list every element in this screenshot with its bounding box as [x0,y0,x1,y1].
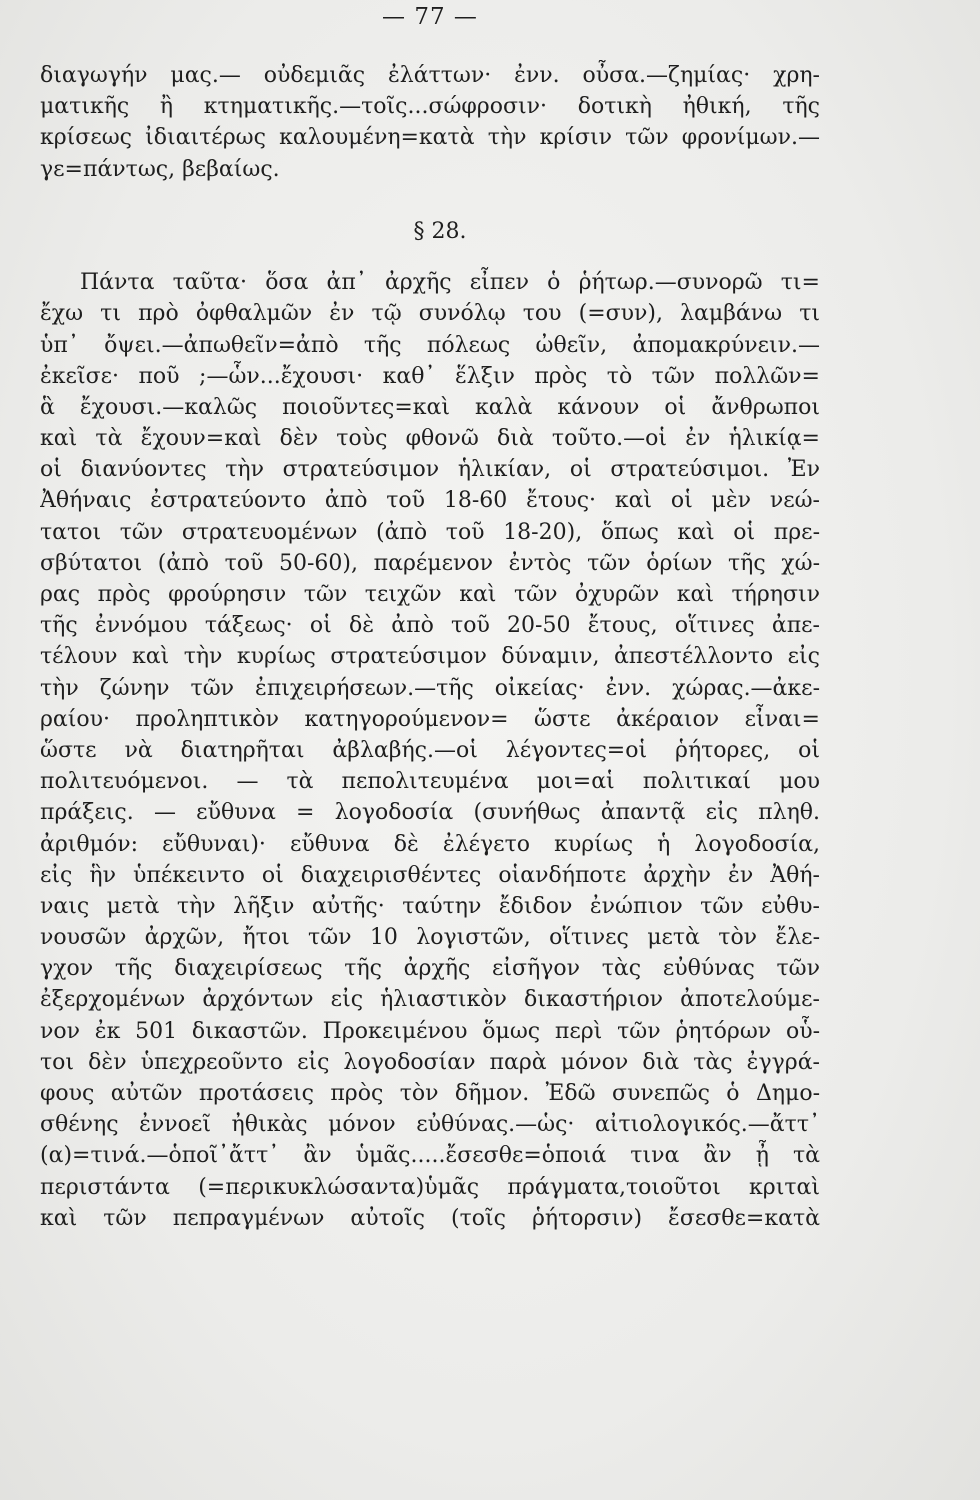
text-line: τῆς ἐννόμου τάξεως· οἱ δὲ ἀπὸ τοῦ 20-50 ἔτους, οἵτινες ἀπε- [40,613,820,639]
spacer [40,185,820,216]
text-line: διαγωγήν μας.— οὐδεμιᾶς ἐλάττων· ἐνν. οὖσα.—ζημίας· χρη- [40,63,820,88]
text-line: ρας πρὸς φρούρησιν τῶν τειχῶν καὶ τῶν ὀχυρῶν καὶ τήρησιν [40,582,820,607]
section-heading: § 28. [413,218,467,244]
text-line: ἐκεῖσε· ποῦ ;—ὧν...ἔχουσι· καθ᾿ ἕλξιν πρὸς τὸ τῶν πολλῶν= [40,363,820,389]
text-line: γχον τῆς διαχειρίσεως τῆς ἀρχῆς εἰσῆγον τὰς εὐθύνας τῶν [40,956,820,982]
text-line: γε=πάντως, βεβαίως. [40,156,280,182]
text-line: καὶ τὰ ἔχουν=καὶ δὲν τοὺς φθονῶ διὰ τοῦτο.—οἱ ἐν ἡλικίᾳ= [40,426,820,452]
text-line: τέλουν καὶ τὴν κυρίως στρατεύσιμον δύναμιν, ἀπεστέλλοντο εἰς [40,644,820,670]
text-line: ραίου· προληπτικὸν κατηγορούμενον= ὥστε ἀκέραιον εἶναι= [40,706,820,732]
text-line: τοι δὲν ὑπεχρεοῦντο εἰς λογοδοσίαν παρὰ μόνον διὰ τὰς ἐγγρά- [40,1049,820,1075]
text-line: σθένης ἐννοεῖ ἠθικὰς μόνον εὐθύνας.—ὡς· αἰτιολογικός.—ἄττ᾿ [40,1112,820,1138]
text-line: νουσῶν ἀρχῶν, ἤτοι τῶν 10 λογιστῶν, οἵτινες μετὰ τὸν ἔλε- [40,925,820,951]
spacer [40,247,820,267]
text-line: (α)=τινά.—ὁποῖ᾿ἄττ᾿ ἂν ὑμᾶς.....ἔσεσθε=ὁποιά τινα ἂν ᾖ τὰ [40,1143,820,1169]
text-line: κρίσεως ἰδιαιτέρως καλουμένη=κατὰ τὴν κρίσιν τῶν φρονίμων.— [40,125,820,151]
text-line: ἀριθμόν: εὔθυναι)· εὔθυνα δὲ ἐλέγετο κυρίως ἡ λογοδοσία, [40,831,820,857]
text-line: ἐξερχομένων ἀρχόντων εἰς ἡλιαστικὸν δικαστήριον ἀποτελούμε- [40,987,820,1013]
text-line: περιστάντα (=περικυκλώσαντα)ὑμᾶς πράγματα,τοιοῦτοι κριταὶ [40,1174,820,1200]
text-line: ματικῆς ἢ κτηματικῆς.—τοῖς...σώφροσιν· δοτικὴ ἠθική, τῆς [40,94,820,120]
text-line: τὴν ζώνην τῶν ἐπιχειρήσεων.—τῆς οἰκείας· ἐνν. χώρας.—ἀκε- [40,675,820,701]
text-line: πολιτευόμενοι. — τὰ πεπολιτευμένα μοι=αἱ πολιτικαί μου [40,769,820,795]
text-line: τατοι τῶν στρατευομένων (ἀπὸ τοῦ 18-20), ὅπως καὶ οἱ πρε- [40,519,820,545]
text-line: καὶ τῶν πεπραγμένων αὐτοῖς (τοῖς ῥήτορσιν) ἔσεσθε=κατὰ [40,1205,820,1231]
text-line: πράξεις. — εὔθυνα = λογοδοσία (συνήθως ἀπαντᾷ εἰς πληθ. [40,800,820,826]
text-line: σβύτατοι (ἀπὸ τοῦ 50-60), παρέμενον ἐντὸς τῶν ὁρίων τῆς χώ- [40,550,820,576]
text-line: ἃ ἔχουσι.—καλῶς ποιοῦντες=καὶ καλὰ κάνουν οἱ ἄνθρωποι [40,394,820,420]
page-number: — 77 — [382,4,478,30]
text-line: νον ἐκ 501 δικαστῶν. Προκειμένου ὅμως περὶ τῶν ῥητόρων οὗ- [40,1018,820,1044]
text-line: Πάντα ταῦτα· ὅσα ἀπ᾿ ἀρχῆς εἶπεν ὁ ῥήτωρ.—συνορῶ τι= [80,270,820,296]
text-line: ναις μετὰ τὴν λῆξιν αὐτῆς· ταύτην ἔδιδον ἐνώπιον τῶν εὐθυ- [40,893,820,919]
text-line: ὥστε νὰ διατηρῆται ἀβλαβής.—οἱ λέγοντες=οἱ ῥήτορες, οἱ [40,737,820,763]
text-line: Ἀθήναις ἐστρατεύοντο ἀπὸ τοῦ 18-60 ἔτους· καὶ οἱ μὲν νεώ- [40,488,820,514]
text-line: φους αὐτῶν προτάσεις πρὸς τὸν δῆμον. Ἐδῶ συνεπῶς ὁ Δημο- [40,1081,820,1106]
text-line: οἱ διανύοντες τὴν στρατεύσιμον ἡλικίαν, οἱ στρατεύσιμοι. Ἐν [40,457,820,483]
text-line: εἰς ἣν ὑπέκειντο οἱ διαχειρισθέντες οἱανδήποτε ἀρχὴν ἐν Ἀθή- [40,862,820,888]
text-line: ἔχω τι πρὸ ὀφθαλμῶν ἐν τῷ συνόλῳ του (=συν), λαμβάνω τι [40,301,820,327]
text-line: ὑπ᾿ ὄψει.—ἀπωθεῖν=ἀπὸ τῆς πόλεως ὠθεῖν, ἀπομακρύνειν.— [40,332,820,358]
commentary-text [40,60,820,1234]
